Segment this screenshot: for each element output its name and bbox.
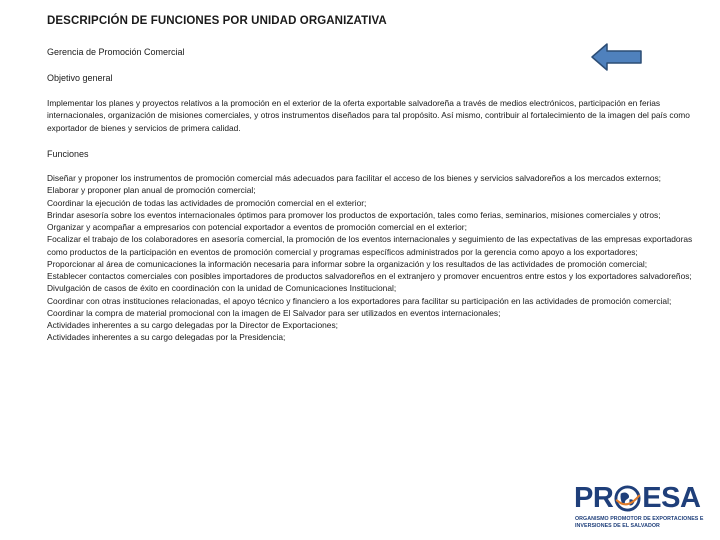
functions-list [47,172,697,344]
logo-subtitle: ORGANISMO PROMOTOR DE EXPORTACIONES E INVERSIONES DE EL SALVADOR [575,516,704,529]
function-item: Organizar y acompañar a empresarios con potencial exportador a eventos de promoción comercial en el exterior; [47,222,467,232]
function-item: Coordinar con otras instituciones relacionadas, el apoyo técnico y financiero a los exportadores para facilitar su participación en las actividades de promoción comercial; [47,295,672,306]
page-title: DESCRIPCIÓN DE FUNCIONES POR UNIDAD ORGANIZATIVA [47,15,387,27]
function-item: Elaborar y proponer plan anual de promoción comercial; [47,185,256,196]
function-item: Focalizar el trabajo de los colaboradores en asesoría comercial, la promoción de los eventos internacionales y seguimiento de las expectativas de las empresas exportadoras como productos de la participación en eventos de promoción comercial y programas específicos administrados por la gerencia como apoyo a los exportadores; [47,234,693,257]
globe-icon [614,485,641,512]
functions-heading: Funciones [47,149,89,159]
function-item: Coordinar la ejecución de todas las actividades de promoción comercial en el exterior; [47,197,367,208]
logo-wordmark-right: ESA [642,481,701,514]
objective-text: Implementar los planes y proyectos relativos a la promoción en el exterior de la oferta exportable salvadoreña a través de medios electrónicos, participación en ferias internacionales, organización de misiones comerciales, y otros instrumentos diseñados para tal propósito. Así mismo, contribuir al fortalecimiento de la imagen del país como exportador de bienes y servicios de primera calidad. [47,98,690,133]
function-item: Divulgación de casos de éxito en coordinación con la unidad de Comunicaciones Institucional; [47,283,397,294]
function-item: Brindar asesoría sobre los eventos internacionales óptimos para promover los productos de exportación, tales como ferias, seminarios, misiones comerciales y otros; [47,209,661,220]
unit-name: Gerencia de Promoción Comercial [47,47,185,57]
logo-wordmark-left: PR [574,481,614,514]
function-item: Diseñar y proponer los instrumentos de promoción comercial más adecuados para facilitar el acceso de los bienes y servicios salvadoreños a los mercados externos; [47,173,662,183]
left-arrow-icon[interactable] [590,42,644,72]
proesa-logo [572,480,712,538]
function-item: Actividades inherentes a su cargo delegadas por la Director de Exportaciones; [47,320,338,330]
function-item: Coordinar la compra de material promocional con la imagen de El Salvador para ser utilizados en eventos internacionales; [47,307,501,318]
function-item: Establecer contactos comerciales con posibles importadores de productos salvadoreños en el extranjero y promover encuentros entre estos y los exportadores salvadoreños; [47,271,692,281]
function-item: Proporcionar al área de comunicaciones la información necesaria para informar sobre la organización y los resultados de las actividades de promoción comercial; [47,258,648,269]
function-item: Actividades inherentes a su cargo delegadas por la Presidencia; [47,332,286,343]
objective-heading: Objetivo general [47,73,113,83]
logo-wordmark [574,480,700,516]
